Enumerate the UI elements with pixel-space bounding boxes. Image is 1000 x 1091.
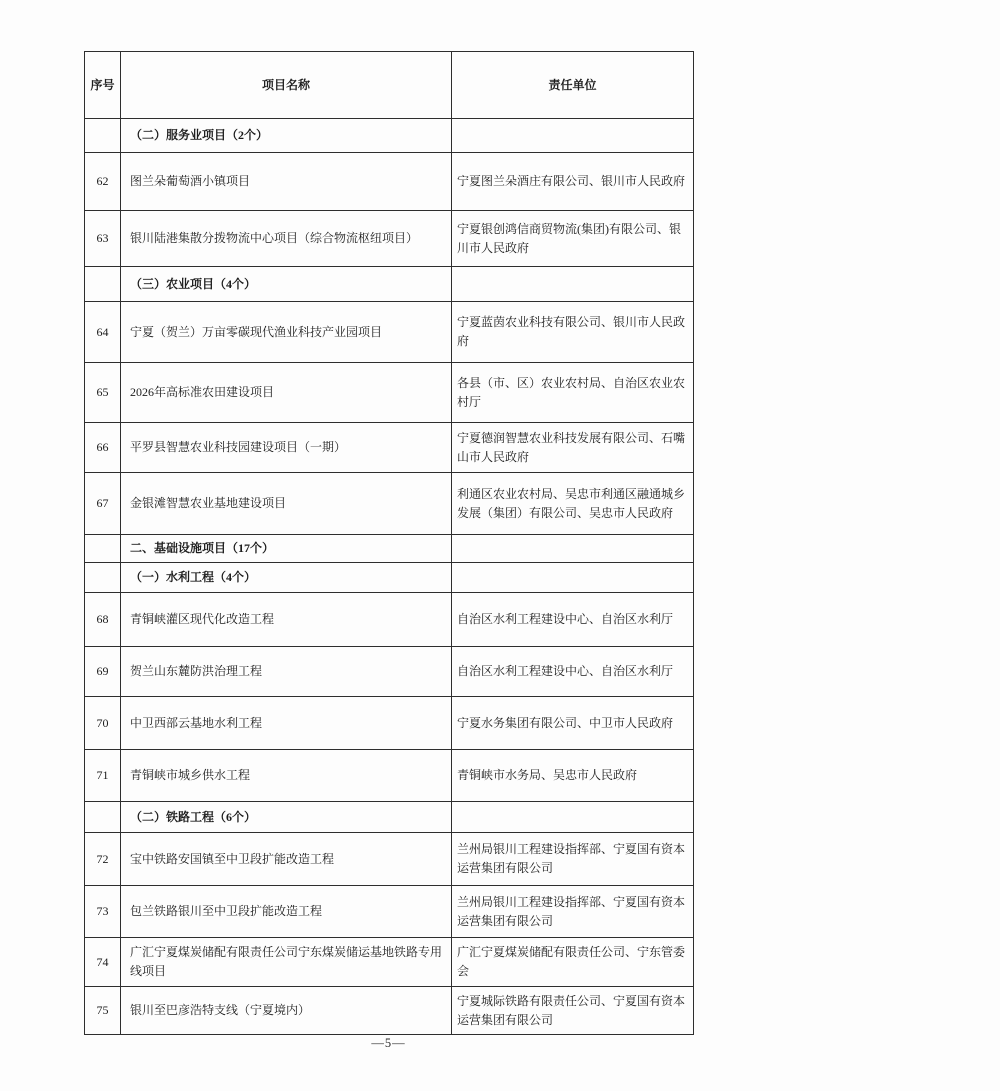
row-number-cell: 70 — [85, 697, 121, 750]
project-name-cell: 金银滩智慧农业基地建设项目 — [121, 473, 452, 535]
table-row — [85, 211, 694, 267]
table-row — [85, 750, 694, 802]
row-number-cell — [85, 802, 121, 833]
table-row — [85, 593, 694, 647]
responsible-unit-cell: 宁夏银创鸿信商贸物流(集团)有限公司、银川市人民政府 — [452, 211, 694, 267]
row-number-cell — [85, 267, 121, 302]
row-number-cell: 67 — [85, 473, 121, 535]
project-name-cell: 宝中铁路安国镇至中卫段扩能改造工程 — [121, 833, 452, 886]
responsible-unit-cell: 自治区水利工程建设中心、自治区水利厅 — [452, 647, 694, 697]
responsible-unit-cell: 兰州局银川工程建设指挥部、宁夏国有资本运营集团有限公司 — [452, 833, 694, 886]
row-number-cell: 72 — [85, 833, 121, 886]
responsible-unit-cell: 利通区农业农村局、吴忠市利通区融通城乡发展（集团）有限公司、吴忠市人民政府 — [452, 473, 694, 535]
table-row — [85, 938, 694, 987]
project-name-cell: 银川陆港集散分拨物流中心项目（综合物流枢纽项目） — [121, 211, 452, 267]
table-row-section — [85, 119, 694, 153]
row-number-cell: 75 — [85, 987, 121, 1035]
project-name-cell: 宁夏（贺兰）万亩零碳现代渔业科技产业园项目 — [121, 302, 452, 363]
section-title-cell: （二）铁路工程（6个） — [121, 802, 452, 833]
table-row — [85, 833, 694, 886]
table-header-row — [85, 52, 694, 119]
row-number-cell: 62 — [85, 153, 121, 211]
responsible-unit-cell: 宁夏水务集团有限公司、中卫市人民政府 — [452, 697, 694, 750]
responsible-unit-cell: 宁夏蓝茵农业科技有限公司、银川市人民政府 — [452, 302, 694, 363]
responsible-unit-cell: 各县（市、区）农业农村局、自治区农业农村厅 — [452, 363, 694, 423]
table-row-section — [85, 563, 694, 593]
responsible-unit-cell: 宁夏德润智慧农业科技发展有限公司、石嘴山市人民政府 — [452, 423, 694, 473]
row-number-cell — [85, 119, 121, 153]
table-row-section — [85, 802, 694, 833]
table-row — [85, 697, 694, 750]
header-cell-project-name: 项目名称 — [121, 52, 452, 119]
header-cell-number: 序号 — [85, 52, 121, 119]
section-title-cell: （一）水利工程（4个） — [121, 563, 452, 593]
table-row — [85, 363, 694, 423]
section-title-cell: （二）服务业项目（2个） — [121, 119, 452, 153]
projects-table — [84, 51, 694, 1035]
project-name-cell: 中卫西部云基地水利工程 — [121, 697, 452, 750]
section-title-cell: （三）农业项目（4个） — [121, 267, 452, 302]
project-name-cell: 包兰铁路银川至中卫段扩能改造工程 — [121, 886, 452, 938]
row-number-cell: 66 — [85, 423, 121, 473]
row-number-cell: 73 — [85, 886, 121, 938]
table-row — [85, 423, 694, 473]
responsible-unit-cell: 宁夏图兰朵酒庄有限公司、银川市人民政府 — [452, 153, 694, 211]
responsible-unit-cell — [452, 535, 694, 563]
responsible-unit-cell: 宁夏城际铁路有限责任公司、宁夏国有资本运营集团有限公司 — [452, 987, 694, 1035]
row-number-cell — [85, 535, 121, 563]
table-row-section — [85, 535, 694, 563]
row-number-cell: 65 — [85, 363, 121, 423]
responsible-unit-cell: 兰州局银川工程建设指挥部、宁夏国有资本运营集团有限公司 — [452, 886, 694, 938]
row-number-cell: 69 — [85, 647, 121, 697]
row-number-cell: 71 — [85, 750, 121, 802]
responsible-unit-cell: 广汇宁夏煤炭储配有限责任公司、宁东管委会 — [452, 938, 694, 987]
section-title-cell: 二、基础设施项目（17个） — [121, 535, 452, 563]
responsible-unit-cell — [452, 802, 694, 833]
responsible-unit-cell — [452, 119, 694, 153]
row-number-cell: 63 — [85, 211, 121, 267]
table-row — [85, 886, 694, 938]
project-name-cell: 2026年高标准农田建设项目 — [121, 363, 452, 423]
project-name-cell: 青铜峡灌区现代化改造工程 — [121, 593, 452, 647]
project-name-cell: 图兰朵葡萄酒小镇项目 — [121, 153, 452, 211]
page-number: —5— — [371, 1036, 406, 1050]
responsible-unit-cell: 自治区水利工程建设中心、自治区水利厅 — [452, 593, 694, 647]
project-name-cell: 广汇宁夏煤炭储配有限责任公司宁东煤炭储运基地铁路专用线项目 — [121, 938, 452, 987]
table-row — [85, 153, 694, 211]
table-row — [85, 473, 694, 535]
responsible-unit-cell — [452, 563, 694, 593]
header-cell-responsible-unit: 责任单位 — [452, 52, 694, 119]
row-number-cell — [85, 563, 121, 593]
responsible-unit-cell — [452, 267, 694, 302]
table-row — [85, 647, 694, 697]
row-number-cell: 68 — [85, 593, 121, 647]
project-name-cell: 青铜峡市城乡供水工程 — [121, 750, 452, 802]
table-row-section — [85, 267, 694, 302]
project-name-cell: 平罗县智慧农业科技园建设项目（一期） — [121, 423, 452, 473]
project-name-cell: 银川至巴彦浩特支线（宁夏境内） — [121, 987, 452, 1035]
responsible-unit-cell: 青铜峡市水务局、吴忠市人民政府 — [452, 750, 694, 802]
row-number-cell: 74 — [85, 938, 121, 987]
row-number-cell: 64 — [85, 302, 121, 363]
table-row — [85, 302, 694, 363]
project-name-cell: 贺兰山东麓防洪治理工程 — [121, 647, 452, 697]
table-row — [85, 987, 694, 1035]
